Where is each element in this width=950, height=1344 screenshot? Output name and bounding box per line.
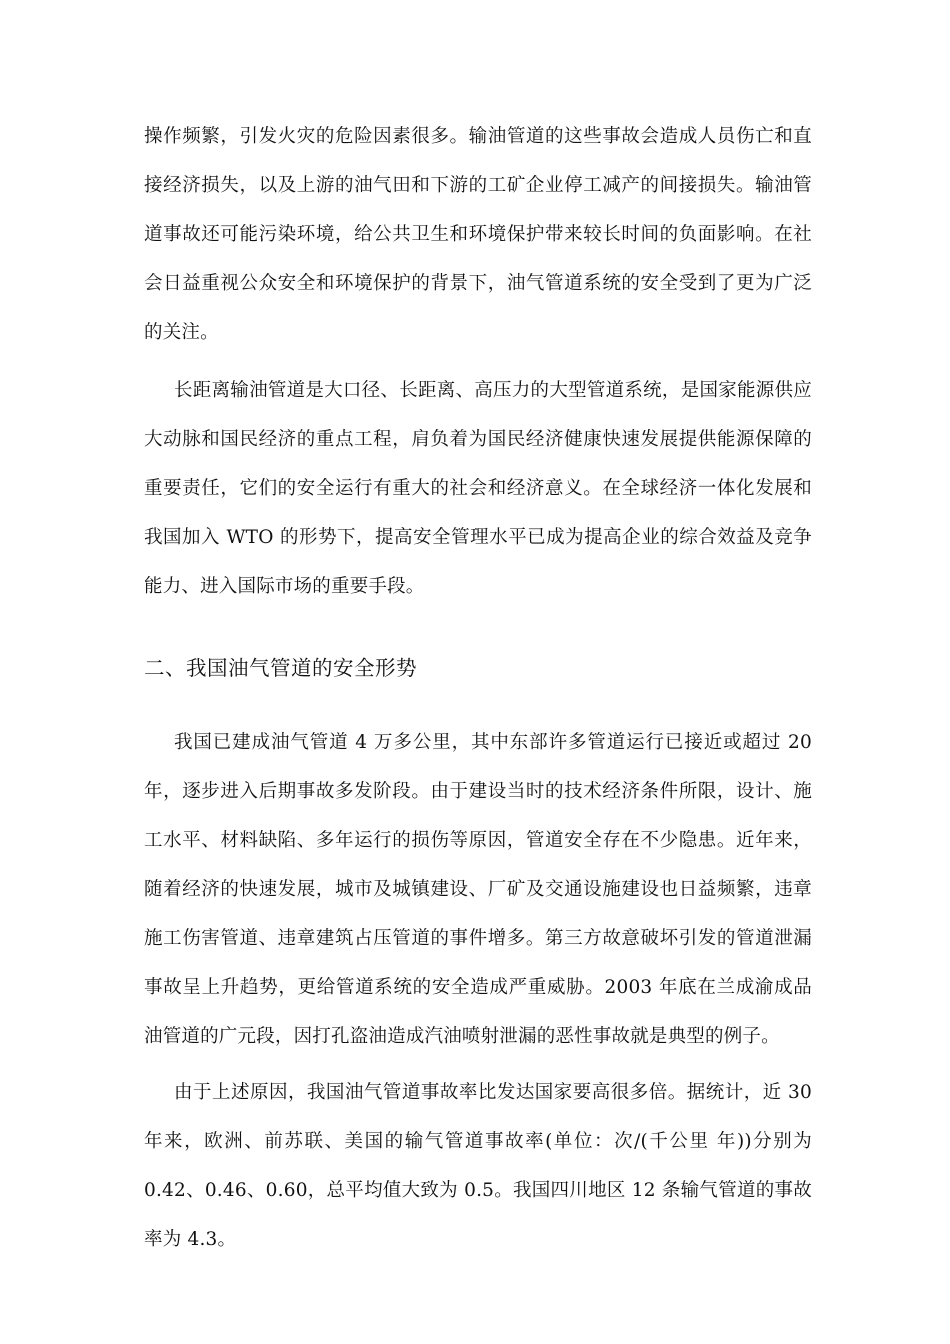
paragraph-long-distance-pipeline: 长距离输油管道是大口径、长距离、高压力的大型管道系统，是国家能源供应大动脉和国民经济的重点工程，肩负着为国民经济健康快速发展提供能源保障的重要责任，它们的安全运行有重大的社会和经济意义。在全球经济一体化发展和我国加入 WTO 的形势下，提高安全管理水平已成为提高企业的综合效益及竞争能力、进入国际市场的重要手段。	[144, 380, 812, 597]
paragraph-pipeline-safety-status: 我国已建成油气管道 4 万多公里，其中东部许多管道运行已接近或超过 20 年，逐步进入后期事故多发阶段。由于建设当时的技术经济条件所限，设计、施工水平、材料缺陷、多年运行的损伤等原因，管道安全存在不少隐患。近年来，随着经济的快速发展，城市及城镇建设、厂矿及交通设施建设也日益频繁，违章施工伤害管道、违章建筑占压管道的事件增多。第三方故意破坏引发的管道泄漏事故呈上升趋势，更给管道系统的安全造成严重威胁。2003 年底在兰成渝成品油管道的广元段，因打孔盗油造成汽油喷射泄漏的恶性事故就是典型的例子。	[144, 732, 812, 1047]
section-heading: 二、我国油气管道的安全形势	[144, 656, 417, 680]
paragraph-pipeline-accident-impact: 操作频繁，引发火灾的危险因素很多。输油管道的这些事故会造成人员伤亡和直接经济损失，以及上游的油气田和下游的工矿企业停工减产的间接损失。输油管道事故还可能污染环境，给公共卫生和环境保护带来较长时间的负面影响。在社会日益重视公众安全和环境保护的背景下，油气管道系统的安全受到了更为广泛的关注。	[144, 126, 812, 343]
paragraph-accident-rate-statistics: 由于上述原因，我国油气管道事故率比发达国家要高很多倍。据统计，近 30 年来，欧洲、前苏联、美国的输气管道事故率(单位：次/(千公里 年))分别为 0.42、0.46、0.60，总平均值大致为 0.5。我国四川地区 12 条输气管道的事故率为 4.3。	[144, 1082, 812, 1250]
